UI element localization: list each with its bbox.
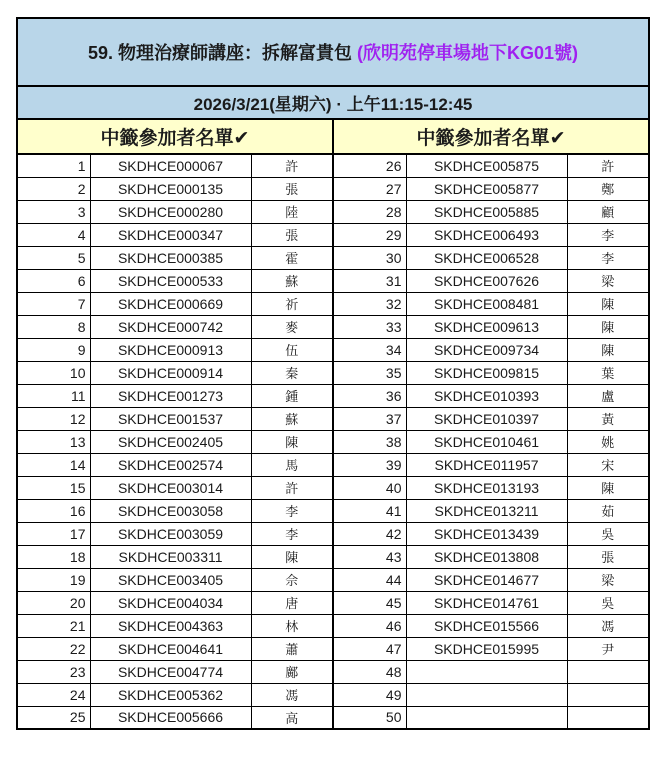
check-icon: ✔ — [233, 128, 250, 149]
check-icon: ✔ — [549, 128, 566, 149]
surname: 李 — [251, 522, 333, 545]
surname: 吳 — [567, 591, 649, 614]
row-number: 1 — [17, 154, 90, 177]
surname: 陳 — [567, 292, 649, 315]
surname: 佘 — [251, 568, 333, 591]
row-number: 6 — [17, 269, 90, 292]
ticket-code: SKDHCE013211 — [406, 499, 567, 522]
surname: 高 — [251, 706, 333, 729]
table-row — [17, 660, 649, 683]
ticket-code: SKDHCE000914 — [90, 361, 251, 384]
surname: 姚 — [567, 430, 649, 453]
ticket-code: SKDHCE003405 — [90, 568, 251, 591]
list-header-row — [17, 119, 649, 154]
surname: 茹 — [567, 499, 649, 522]
row-number: 19 — [17, 568, 90, 591]
surname: 馮 — [567, 614, 649, 637]
ticket-code: SKDHCE000067 — [90, 154, 251, 177]
surname: 鄭 — [567, 177, 649, 200]
ticket-code: SKDHCE009815 — [406, 361, 567, 384]
ticket-code: SKDHCE004641 — [90, 637, 251, 660]
surname: 伍 — [251, 338, 333, 361]
ticket-code: SKDHCE014677 — [406, 568, 567, 591]
table-row — [17, 246, 649, 269]
ticket-code: SKDHCE006493 — [406, 223, 567, 246]
row-number: 33 — [333, 315, 406, 338]
row-number: 50 — [333, 706, 406, 729]
surname: 許 — [251, 476, 333, 499]
surname: 吳 — [567, 522, 649, 545]
surname: 霍 — [251, 246, 333, 269]
surname: 蕭 — [251, 637, 333, 660]
row-number: 16 — [17, 499, 90, 522]
table-row — [17, 453, 649, 476]
row-number: 25 — [17, 706, 90, 729]
row-number: 31 — [333, 269, 406, 292]
table-row — [17, 637, 649, 660]
table-row — [17, 591, 649, 614]
row-number: 24 — [17, 683, 90, 706]
ticket-code: SKDHCE014761 — [406, 591, 567, 614]
surname: 李 — [567, 246, 649, 269]
ticket-code: SKDHCE003058 — [90, 499, 251, 522]
table-row — [17, 545, 649, 568]
datetime-row — [17, 86, 649, 119]
row-number: 14 — [17, 453, 90, 476]
row-number: 28 — [333, 200, 406, 223]
notice-sheet — [16, 17, 650, 730]
ticket-code: SKDHCE004034 — [90, 591, 251, 614]
table-row — [17, 223, 649, 246]
surname: 陳 — [567, 315, 649, 338]
row-number: 39 — [333, 453, 406, 476]
row-number: 40 — [333, 476, 406, 499]
surname: 許 — [251, 154, 333, 177]
table-row — [17, 292, 649, 315]
row-number: 48 — [333, 660, 406, 683]
ticket-code: SKDHCE000347 — [90, 223, 251, 246]
ticket-code: SKDHCE005666 — [90, 706, 251, 729]
table-row — [17, 177, 649, 200]
surname: 黃 — [567, 407, 649, 430]
list-header-label: 中籤參加者名單 — [416, 128, 550, 149]
ticket-code: SKDHCE000385 — [90, 246, 251, 269]
surname: 顧 — [567, 200, 649, 223]
row-number: 8 — [17, 315, 90, 338]
list-header-left — [17, 119, 333, 154]
table-row — [17, 154, 649, 177]
surname: 陸 — [251, 200, 333, 223]
event-datetime: 2026/3/21(星期六) · 上午11:15-12:45 — [17, 86, 649, 119]
ticket-code: SKDHCE000669 — [90, 292, 251, 315]
surname: 林 — [251, 614, 333, 637]
surname: 麥 — [251, 315, 333, 338]
ticket-code: SKDHCE013808 — [406, 545, 567, 568]
ticket-code: SKDHCE004774 — [90, 660, 251, 683]
ticket-code: SKDHCE000913 — [90, 338, 251, 361]
table-row — [17, 614, 649, 637]
surname: 陳 — [567, 338, 649, 361]
ticket-code: SKDHCE000533 — [90, 269, 251, 292]
surname — [567, 706, 649, 729]
table-row — [17, 476, 649, 499]
surname: 陳 — [251, 430, 333, 453]
ticket-code: SKDHCE004363 — [90, 614, 251, 637]
table-row — [17, 407, 649, 430]
surname: 蘇 — [251, 407, 333, 430]
ticket-code — [406, 660, 567, 683]
surname: 秦 — [251, 361, 333, 384]
list-header-label: 中籤參加者名單 — [100, 128, 234, 149]
ticket-code: SKDHCE010461 — [406, 430, 567, 453]
surname: 梁 — [567, 568, 649, 591]
ticket-code: SKDHCE013193 — [406, 476, 567, 499]
table-row — [17, 338, 649, 361]
ticket-code: SKDHCE008481 — [406, 292, 567, 315]
surname: 李 — [567, 223, 649, 246]
surname: 尹 — [567, 637, 649, 660]
surname: 張 — [251, 177, 333, 200]
surname: 李 — [251, 499, 333, 522]
surname: 葉 — [567, 361, 649, 384]
table-row — [17, 568, 649, 591]
surname: 宋 — [567, 453, 649, 476]
row-number: 15 — [17, 476, 90, 499]
row-number: 46 — [333, 614, 406, 637]
table-row — [17, 522, 649, 545]
row-number: 32 — [333, 292, 406, 315]
ticket-code: SKDHCE005875 — [406, 154, 567, 177]
surname: 鄺 — [251, 660, 333, 683]
surname: 盧 — [567, 384, 649, 407]
row-number: 45 — [333, 591, 406, 614]
table-row — [17, 315, 649, 338]
row-number: 27 — [333, 177, 406, 200]
table-row — [17, 384, 649, 407]
row-number: 26 — [333, 154, 406, 177]
title-row — [17, 18, 649, 86]
ticket-code: SKDHCE002405 — [90, 430, 251, 453]
ticket-code: SKDHCE005362 — [90, 683, 251, 706]
ticket-code: SKDHCE005877 — [406, 177, 567, 200]
row-number: 23 — [17, 660, 90, 683]
table-row — [17, 499, 649, 522]
ticket-code: SKDHCE005885 — [406, 200, 567, 223]
row-number: 29 — [333, 223, 406, 246]
row-number: 13 — [17, 430, 90, 453]
surname: 陳 — [251, 545, 333, 568]
event-title-text: 59. 物理治療師講座：拆解富貴包 — [88, 43, 358, 63]
surname: 祈 — [251, 292, 333, 315]
ticket-code: SKDHCE011957 — [406, 453, 567, 476]
surname: 張 — [251, 223, 333, 246]
surname: 鍾 — [251, 384, 333, 407]
table-row — [17, 706, 649, 729]
row-number: 30 — [333, 246, 406, 269]
ticket-code: SKDHCE000742 — [90, 315, 251, 338]
row-number: 36 — [333, 384, 406, 407]
row-number: 4 — [17, 223, 90, 246]
row-number: 44 — [333, 568, 406, 591]
event-title — [17, 18, 649, 86]
table-row — [17, 361, 649, 384]
surname: 陳 — [567, 476, 649, 499]
row-number: 42 — [333, 522, 406, 545]
table-row — [17, 200, 649, 223]
ticket-code: SKDHCE006528 — [406, 246, 567, 269]
ticket-code: SKDHCE002574 — [90, 453, 251, 476]
row-number: 5 — [17, 246, 90, 269]
ticket-code: SKDHCE000135 — [90, 177, 251, 200]
row-number: 12 — [17, 407, 90, 430]
ticket-code: SKDHCE009613 — [406, 315, 567, 338]
row-number: 22 — [17, 637, 90, 660]
row-number: 43 — [333, 545, 406, 568]
row-number: 18 — [17, 545, 90, 568]
ticket-code — [406, 706, 567, 729]
surname — [567, 683, 649, 706]
ticket-code: SKDHCE010393 — [406, 384, 567, 407]
surname: 馬 — [251, 453, 333, 476]
row-number: 11 — [17, 384, 90, 407]
row-number: 10 — [17, 361, 90, 384]
ticket-code — [406, 683, 567, 706]
row-number: 3 — [17, 200, 90, 223]
ticket-code: SKDHCE010397 — [406, 407, 567, 430]
row-number: 35 — [333, 361, 406, 384]
surname: 馮 — [251, 683, 333, 706]
ticket-code: SKDHCE000280 — [90, 200, 251, 223]
ticket-code: SKDHCE003311 — [90, 545, 251, 568]
ticket-code: SKDHCE009734 — [406, 338, 567, 361]
table-row — [17, 269, 649, 292]
list-header-right — [333, 119, 649, 154]
ticket-code: SKDHCE013439 — [406, 522, 567, 545]
row-number: 9 — [17, 338, 90, 361]
ticket-code: SKDHCE015995 — [406, 637, 567, 660]
ticket-code: SKDHCE003014 — [90, 476, 251, 499]
surname: 蘇 — [251, 269, 333, 292]
row-number: 49 — [333, 683, 406, 706]
row-number: 38 — [333, 430, 406, 453]
ticket-code: SKDHCE001537 — [90, 407, 251, 430]
surname — [567, 660, 649, 683]
row-number: 20 — [17, 591, 90, 614]
row-number: 21 — [17, 614, 90, 637]
row-number: 47 — [333, 637, 406, 660]
ticket-code: SKDHCE001273 — [90, 384, 251, 407]
ticket-code: SKDHCE007626 — [406, 269, 567, 292]
row-number: 2 — [17, 177, 90, 200]
surname: 許 — [567, 154, 649, 177]
row-number: 37 — [333, 407, 406, 430]
surname: 唐 — [251, 591, 333, 614]
row-number: 7 — [17, 292, 90, 315]
table-row — [17, 683, 649, 706]
surname: 梁 — [567, 269, 649, 292]
winner-list-table — [16, 17, 650, 730]
surname: 張 — [567, 545, 649, 568]
event-location: (欣明苑停車場地下KG01號) — [357, 43, 579, 63]
row-number: 34 — [333, 338, 406, 361]
row-number: 17 — [17, 522, 90, 545]
row-number: 41 — [333, 499, 406, 522]
table-row — [17, 430, 649, 453]
ticket-code: SKDHCE003059 — [90, 522, 251, 545]
ticket-code: SKDHCE015566 — [406, 614, 567, 637]
